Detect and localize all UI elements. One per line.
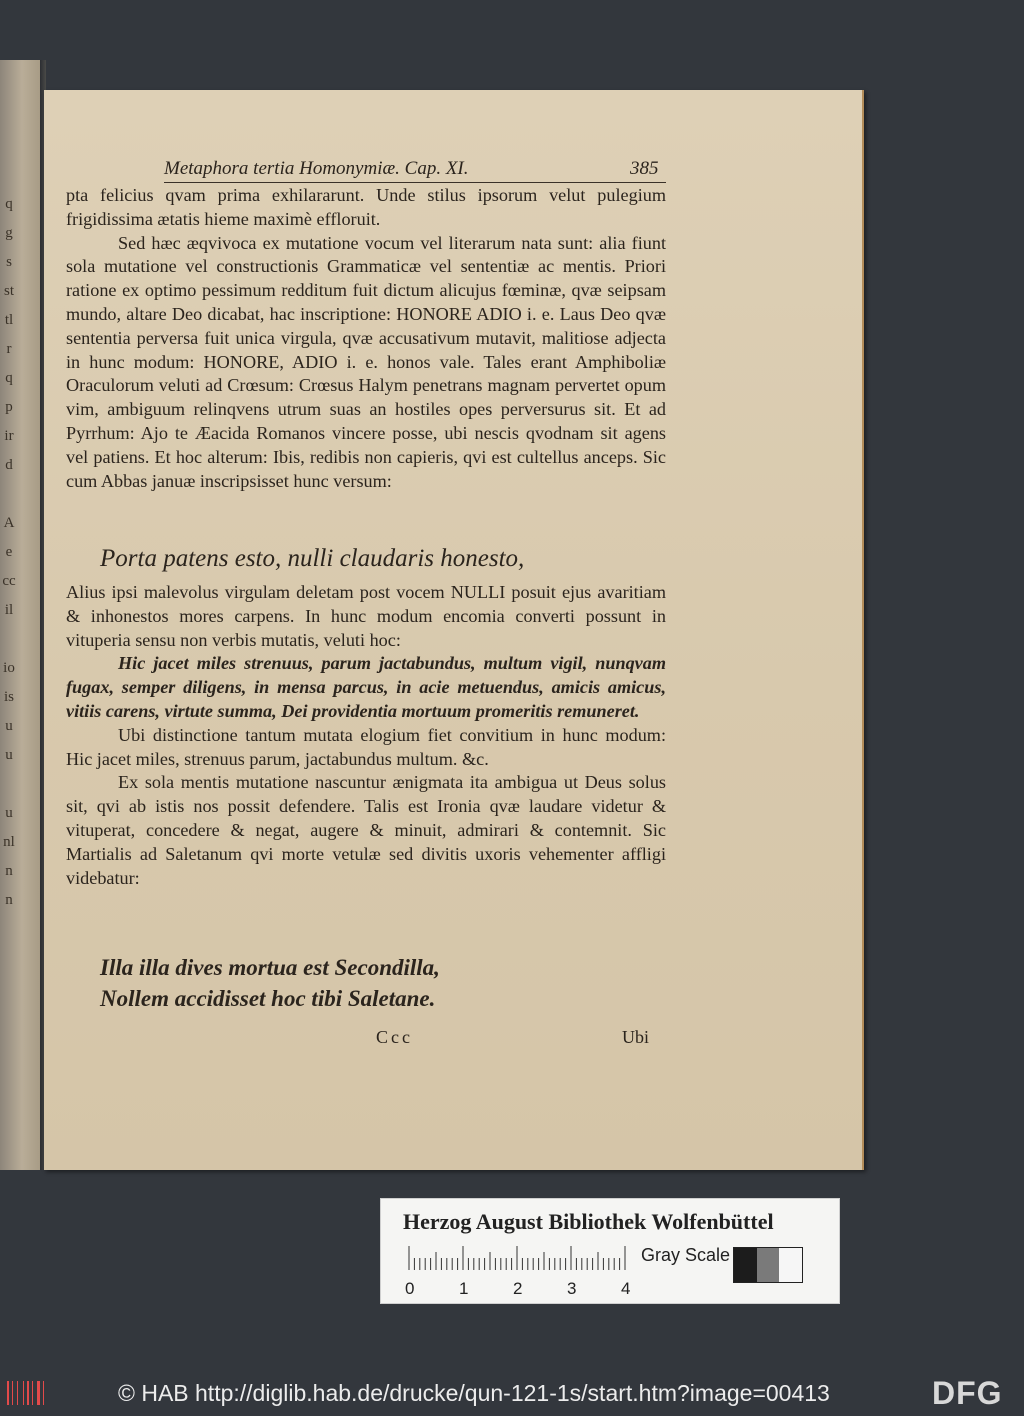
verse-inscription: Porta patens esto, nulli claudaris honesto, bbox=[100, 545, 525, 572]
ruler-number: 2 bbox=[513, 1279, 523, 1298]
body-text-top bbox=[66, 184, 666, 493]
paragraph: Ex sola mentis mutatione nascuntur ænigmata ita ambigua ut Deus solus sit, qvi ab istis nos possit defendere. Talis est Ironia qvæ laudare videtur & vituperat, concedere & negat, augere & minuit, admirari & contemnit. Sic Martialis ad Saletanum qvi morte vetulæ sed divitis uxoris vehementer affligi videbatur: bbox=[66, 772, 666, 888]
gray-scale-label: Gray Scale bbox=[641, 1245, 731, 1265]
margin-fragment: nl bbox=[3, 834, 15, 850]
margin-fragment bbox=[0, 770, 18, 799]
margin-fragment: q bbox=[5, 370, 13, 386]
margin-fragment: d bbox=[5, 457, 13, 473]
ruler-number: 4 bbox=[621, 1279, 631, 1298]
margin-fragment: u bbox=[5, 718, 13, 734]
margin-fragment bbox=[0, 625, 18, 654]
catchword: Ubi bbox=[622, 1027, 649, 1047]
library-color-card bbox=[380, 1198, 840, 1304]
margin-fragment: s bbox=[6, 254, 12, 270]
ruler-icon bbox=[407, 1246, 627, 1270]
dfg-logo: DFG bbox=[932, 1375, 1003, 1411]
ruler-number: 0 bbox=[405, 1279, 415, 1298]
margin-fragment: q bbox=[5, 196, 13, 212]
signature-mark: Ccc bbox=[376, 1027, 413, 1047]
ruler-number: 1 bbox=[459, 1279, 469, 1298]
footer-bar bbox=[0, 1370, 1024, 1416]
copyright-link[interactable]: © HAB http://diglib.hab.de/drucke/qun-121-1s/start.htm?image=00413 bbox=[118, 1380, 830, 1406]
ruler-number: 3 bbox=[567, 1279, 577, 1298]
margin-fragment: u bbox=[5, 747, 13, 763]
margin-fragment: io bbox=[3, 660, 15, 676]
margin-fragment: u bbox=[5, 805, 13, 821]
library-name: Herzog August Bibliothek Wolfenbüttel bbox=[403, 1209, 774, 1234]
gray-swatch-cell bbox=[757, 1248, 780, 1282]
margin-fragment: tl bbox=[4, 312, 14, 328]
paragraph: Ubi distinctione tantum mutata elogium fiet convitium in hunc modum: Hic jacet miles, strenuus parum, jactabundus multum. &c. bbox=[66, 724, 666, 769]
paragraph: pta felicius qvam prima exhilararunt. Unde stilus ipsorum velut pulegium frigidissima ætatis hieme maximè effloruit. bbox=[66, 185, 666, 229]
margin-fragment: il bbox=[4, 602, 14, 618]
margin-fragment: st bbox=[3, 283, 14, 299]
book-page bbox=[44, 90, 864, 1170]
verse-line: Nollem accidisset hoc tibi Saletane. bbox=[100, 986, 436, 1011]
epitaph: Hic jacet miles strenuus, parum jactabundus, multum vigil, nunqvam fugax, semper diligens, in mensa parcus, in acie metuendus, amicis amicus, vitiis carens, virtute summa, Dei providentia mortuum promeritis remuneret. bbox=[66, 653, 666, 721]
verse-line: Illa illa dives mortua est Secondilla, bbox=[100, 955, 440, 980]
paragraph: Alius ipsi malevolus virgulam deletam post vocem NULLI posuit ejus avaritiam & inhonestos mores carpens. In hunc modum encomia converti possunt in vituperia sensu non verbis mutatis, veluti hoc: bbox=[66, 582, 666, 650]
margin-fragment: is bbox=[3, 689, 14, 705]
gray-swatch-cell bbox=[779, 1248, 802, 1282]
margin-fragment: g bbox=[5, 225, 13, 241]
margin-fragment: A bbox=[3, 515, 15, 531]
gray-swatch-cell bbox=[734, 1248, 757, 1282]
running-header: Metaphora tertia Homonymiæ. Cap. XI. bbox=[164, 158, 666, 183]
facing-page-margin-text bbox=[0, 190, 18, 915]
margin-fragment: p bbox=[5, 399, 13, 415]
margin-fragment: n bbox=[5, 892, 13, 908]
margin-fragment bbox=[0, 480, 18, 509]
gray-scale-swatch bbox=[733, 1247, 803, 1283]
margin-fragment: cc bbox=[2, 573, 16, 589]
margin-fragment: r bbox=[6, 341, 12, 357]
paragraph: Sed hæc æqvivoca ex mutatione vocum vel literarum nata sunt: alia fiunt sola mutatione vel constructionis Grammaticæ vel sententiæ ac mentis. Priori ratione ex optimo pessimum redditum fuit dictum alicujus fœminæ, qvæ seipsam mundo, altare Deo dicabat, hac inscriptione: HONORE ADIO i. e. Laus Deo qvæ sententia perversa fuit unica virgula, qvæ accusativum mutavit, malitiose adjecta in hunc modum: HONORE, ADIO i. e. honos vale. Tales erant Amphiboliæ Oraculorum veluti ad Crœsum: Crœsus Halym penetrans magnam pervertet opum vim, ambiguum relinqvens utrum suas an hostiles opes perversurus sit. Et ad Pyrrhum: Ajo te Æacida Romanos vincere posse, ubi nescis qvodnam sit agens vel patiens. Et hoc alterum: Ibis, redibis non capieris, qvi est cultellus anceps. Sic cum Abbas januæ inscripsisset hunc versum: bbox=[66, 232, 666, 491]
page-number: 385 bbox=[630, 158, 659, 179]
margin-fragment: ir bbox=[4, 428, 14, 444]
barcode-icon bbox=[6, 1379, 46, 1407]
margin-fragment: e bbox=[5, 544, 13, 560]
body-text-middle bbox=[66, 581, 666, 890]
verse-martial bbox=[100, 952, 620, 1014]
margin-fragment: n bbox=[5, 863, 13, 879]
